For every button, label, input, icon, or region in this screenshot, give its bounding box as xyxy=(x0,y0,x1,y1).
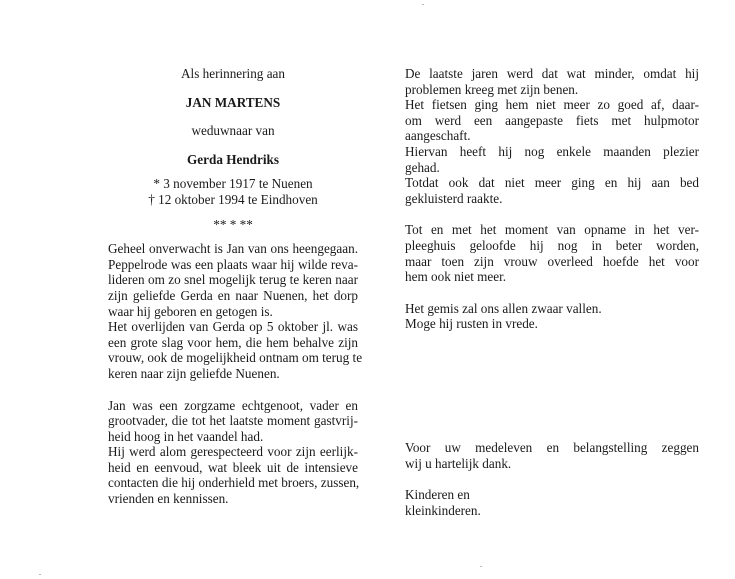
text-line: vrienden en kennissen. xyxy=(108,491,229,507)
birth-line: * 3 november 1917 te Nuenen xyxy=(153,176,313,192)
paragraph-3 xyxy=(108,398,358,445)
text-line: Kinderen en xyxy=(405,487,470,503)
text-line: Geheel onverwacht is Jan van ons heengegaan. xyxy=(108,241,358,257)
scan-speck xyxy=(39,574,41,575)
relation-text: weduwnaar van xyxy=(191,123,275,139)
text-line: heid en eenvoud, wat bleek uit de intensieve xyxy=(108,459,358,475)
paragraph-2 xyxy=(108,319,363,381)
text-line: zijn geliefde Gerda en naar Nuenen, het dorp xyxy=(108,287,358,303)
text-line: Het overlijden van Gerda op 5 oktober jl. was xyxy=(108,319,358,335)
intro-text: Als herinnering aan xyxy=(181,66,285,81)
paragraph-r5 xyxy=(405,222,699,284)
death-line: † 12 oktober 1994 te Eindhoven xyxy=(148,191,318,207)
text-line: contacten die hij onderhield met broers, zussen, xyxy=(108,475,360,491)
text-line: Peppelrode was een plaats waar hij wilde reva- xyxy=(108,256,358,272)
text-line: Het fietsen ging hem niet meer zo goed af, daar- xyxy=(405,97,699,113)
right-column xyxy=(405,66,699,518)
separator: ** * ** xyxy=(213,216,253,232)
text-line: Voor uw medeleven en belangstelling zeggen xyxy=(405,439,699,455)
paragraph-1 xyxy=(108,241,358,319)
text-line: gekluisterd raakte. xyxy=(405,190,503,206)
text-line: Tot en met het moment van opname in het ver- xyxy=(405,222,699,238)
text-line: problemen kreeg met zijn benen. xyxy=(405,81,579,97)
paragraph-r3 xyxy=(405,144,699,175)
paragraph-r4 xyxy=(405,175,699,206)
text-line: Hiervan heeft hij nog enkele maanden plezier xyxy=(405,143,699,159)
paragraph-r6 xyxy=(405,301,699,332)
text-line: keren naar zijn geliefde Nuenen. xyxy=(108,365,280,381)
text-line: Het gemis zal ons allen zwaar vallen. xyxy=(405,300,602,316)
text-line: Moge hij rusten in vrede. xyxy=(405,316,538,332)
text-line: waar hij geboren en getogen is. xyxy=(108,303,273,319)
text-line: maar toen zijn vrouw overleed hoefde het voor xyxy=(405,253,699,269)
left-column xyxy=(108,66,363,507)
paragraph-r8 xyxy=(405,487,699,518)
text-line: gehad. xyxy=(405,159,440,175)
paragraph-r7 xyxy=(405,440,699,471)
text-line: wij u hartelijk dank. xyxy=(405,455,512,471)
text-line: een grote slag voor hem, die hem behalve zijn xyxy=(108,334,358,350)
scan-speck xyxy=(480,566,482,567)
text-line: hem ook niet meer. xyxy=(405,269,507,285)
scan-speck xyxy=(422,4,424,5)
spouse-name: Gerda Hendriks xyxy=(187,151,279,167)
text-line: Hij werd alom gerespecteerd voor zijn eerlijk- xyxy=(108,444,358,460)
text-line: lideren om zo snel mogelijk terug te keren naar xyxy=(108,272,358,288)
text-line: kleinkinderen. xyxy=(405,502,481,518)
text-line: Totdat ook dat niet meer ging en hij aan bed xyxy=(405,175,699,191)
text-line: vrouw, ook de mogelijkheid ontnam om terug te xyxy=(108,350,363,366)
text-line: grootvader, die tot het laatste moment gastvrij- xyxy=(108,413,358,429)
paragraph-r1 xyxy=(405,66,699,97)
paragraph-4 xyxy=(108,444,358,506)
text-line: heid hoog in het vaandel had. xyxy=(108,428,264,444)
text-line: Jan was een zorgzame echtgenoot, vader en xyxy=(108,397,358,413)
paragraph-r2 xyxy=(405,97,699,144)
deceased-name: JAN MARTENS xyxy=(185,94,281,110)
text-line: om werd een aangepaste fiets met hulpmotor xyxy=(405,112,699,128)
text-line: pleeghuis geloofde hij nog in beter worden, xyxy=(405,237,699,253)
text-line: aangeschaft. xyxy=(405,128,471,144)
text-line: De laatste jaren werd dat wat minder, omdat hij xyxy=(405,66,699,81)
